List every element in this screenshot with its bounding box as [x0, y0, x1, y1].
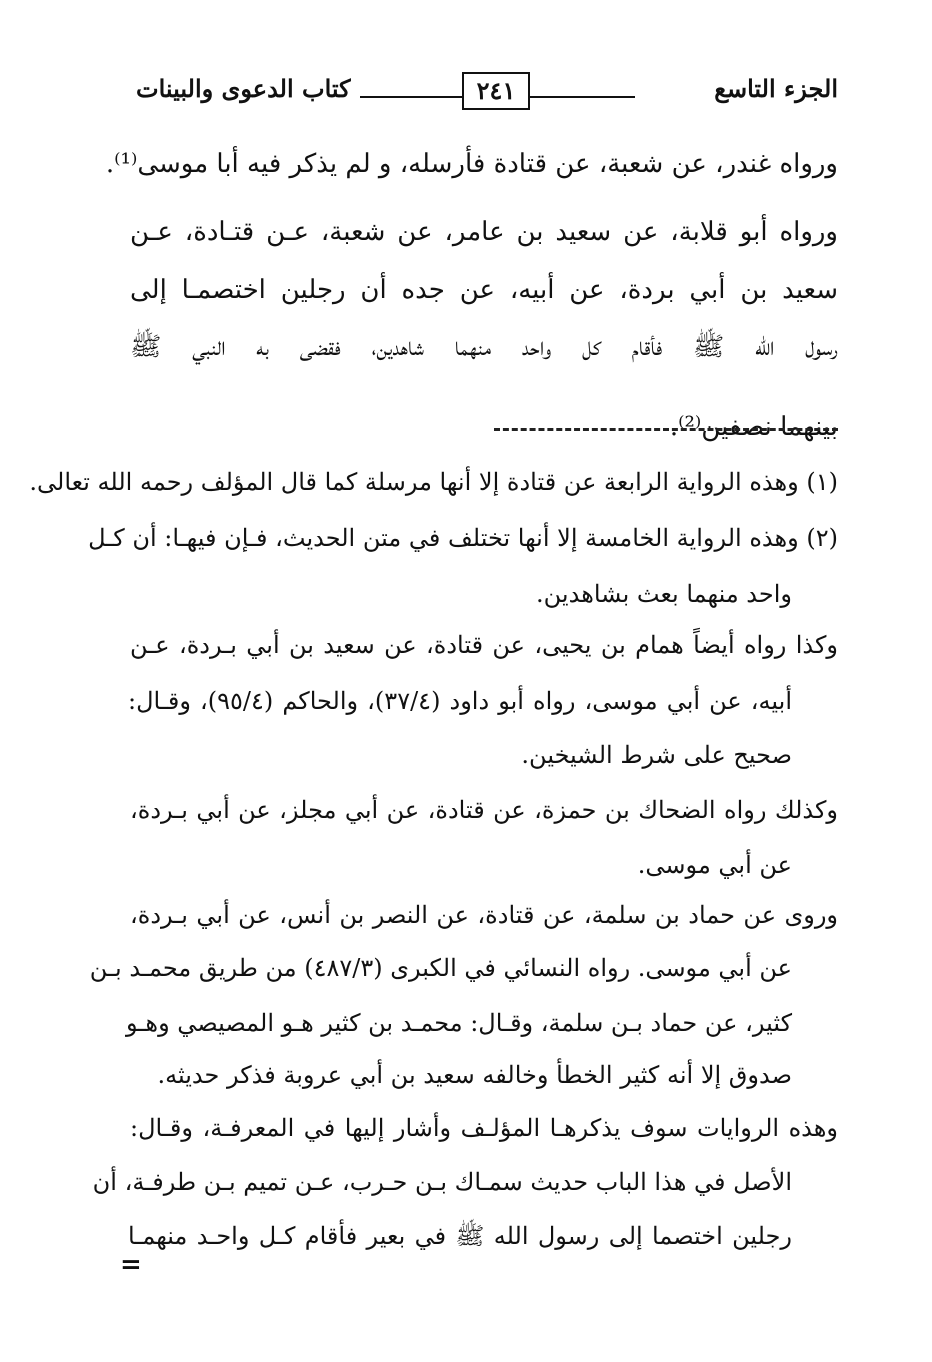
footnote-line-15: رجلين اختصما إلى رسول الله ﷺ في بعير فأقام كـل واحـد منهمـا	[128, 1222, 792, 1250]
footnote-line-14: الأصل في هذا الباب حديث سمـاك بـن حـرب، عـن تميم بـن طرفـة، أن	[92, 1168, 792, 1196]
footnote-line-7: وكذلك رواه الضحاك بن حمزة، عن قتادة، عن أبي مجلز، عن أبي بـردة،	[130, 796, 838, 824]
footnote-line-6: صحيح على شرط الشيخين.	[521, 741, 792, 769]
part-title: الجزء التاسع	[714, 74, 838, 103]
main-line-1: ورواه غندر، عن شعبة، عن قتادة فأرسله، و لم يذكر فيه أبا موسى⁽¹⁾.	[105, 149, 838, 179]
footnote-line-1: (١) وهذه الرواية الرابعة عن قتادة إلا أنها مرسلة كما قال المؤلف رحمه الله تعالى.	[29, 468, 838, 496]
footnote-line-12: صدوق إلا أنه كثير الخطأ وخالفه سعيد بن أبي عروبة فذكر حديثه.	[157, 1061, 792, 1089]
footnote-line-4: وكذا رواه أيضاً همام بن يحيى، عن قتادة، عن سعيد بن أبي بـردة، عـن	[130, 631, 838, 659]
page-header	[130, 68, 838, 114]
footnote-line-11: كثير، عن حماد بـن سلمة، وقـال: محمـد بن كثير هـو المصيصي وهـو	[125, 1009, 792, 1037]
footnote-line-3: واحد منهما بعث بشاهدين.	[536, 580, 792, 608]
main-line-5: بينهما نصفين⁽²⁾.	[669, 412, 838, 442]
main-line-4: رسول الله ﷺ فأقام كل واحد منهما شاهدين، فقضى به النبي ﷺ	[130, 332, 838, 362]
footnote-separator	[494, 428, 838, 431]
header-rule-left	[360, 96, 462, 98]
main-line-2: ورواه أبو قلابة، عن سعيد بن عامر، عن شعبة، عـن قتـادة، عـن	[130, 217, 838, 247]
main-line-3: سعيد بن أبي بردة، عن أبيه، عن جده أن رجلين اختصمـا إلى	[130, 275, 838, 305]
page-number: ٢٤١	[462, 72, 530, 110]
footnote-line-10: عن أبي موسى. رواه النسائي في الكبرى (٤٨٧/٣) من طريق محمـد بـن	[89, 954, 792, 982]
footnote-line-13: وهذه الروايات سوف يذكرهـا المؤلـف وأشار إليها في المعرفـة، وقـال:	[130, 1114, 838, 1142]
footnote-line-5: أبيه، عن أبي موسى، رواه أبو داود (٣٧/٤)، والحاكم (٩٥/٤)، وقـال:	[128, 687, 793, 715]
footnote-line-8: عن أبي موسى.	[637, 851, 792, 879]
header-rule-right	[530, 96, 635, 98]
book-title: كتاب الدعوى والبينات	[136, 74, 351, 103]
continuation-mark: =	[120, 1250, 142, 1280]
footnote-line-9: وروى عن حماد بن سلمة، عن قتادة، عن النصر بن أنس، عن أبي بـردة،	[130, 901, 838, 929]
footnote-line-2: (٢) وهذه الرواية الخامسة إلا أنها تختلف في متن الحديث، فـإن فيهـا: أن كـل	[88, 524, 838, 552]
